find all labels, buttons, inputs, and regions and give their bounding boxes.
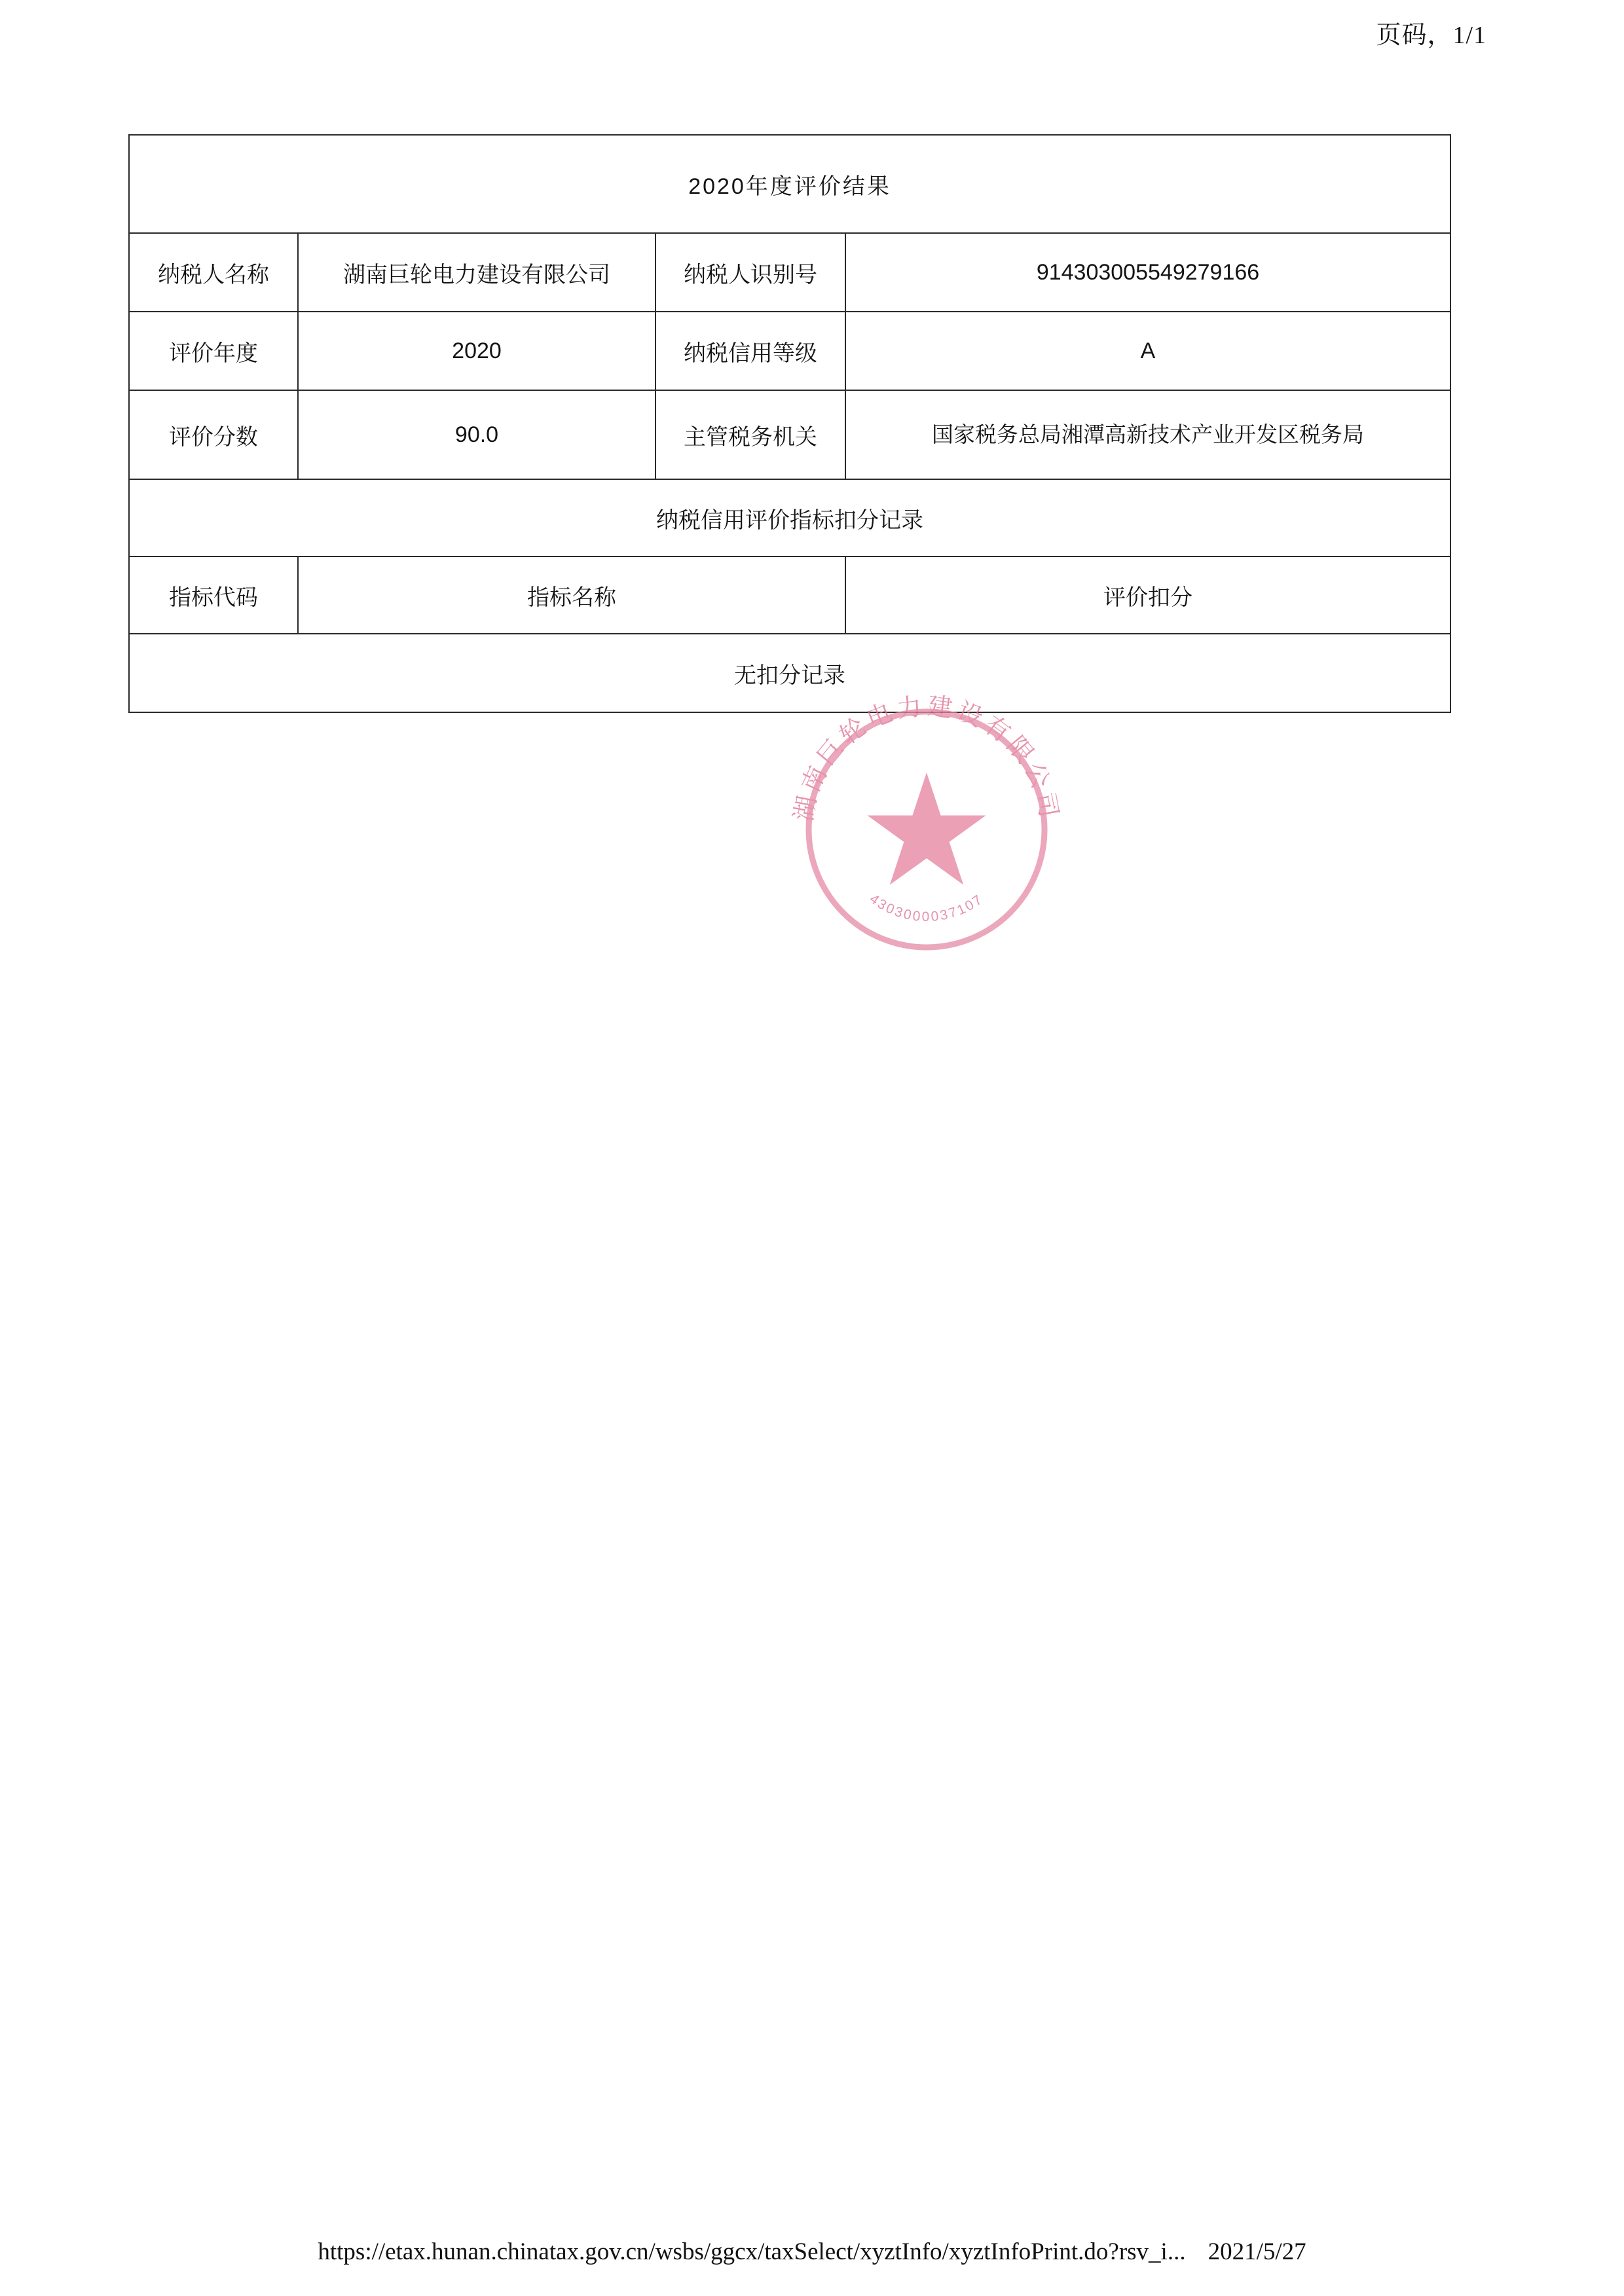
column-header-deduction-score: 评价扣分 [845, 556, 1450, 634]
tax-authority-label: 主管税务机关 [655, 390, 845, 479]
page-number-label: 页码，1/1 [1376, 22, 1486, 49]
evaluation-score-label: 评价分数 [129, 390, 298, 479]
table-row [129, 390, 1450, 479]
taxpayer-name-value: 湖南巨轮电力建设有限公司 [298, 233, 655, 312]
taxpayer-id-label: 纳税人识别号 [655, 233, 845, 312]
taxpayer-name-label: 纳税人名称 [129, 233, 298, 312]
company-seal-stamp [773, 676, 1080, 983]
print-date: 2021/5/27 [1208, 2238, 1306, 2265]
evaluation-result-table [128, 134, 1451, 713]
svg-text:4303000037107: 4303000037107 [866, 891, 987, 924]
document-title: 2020年度评价结果 [129, 135, 1450, 233]
deduction-section-title: 纳税信用评价指标扣分记录 [129, 479, 1450, 556]
evaluation-score-value: 90.0 [298, 390, 655, 479]
table-row [129, 312, 1450, 390]
credit-rating-label: 纳税信用等级 [655, 312, 845, 390]
table-row [129, 634, 1450, 712]
table-title-row [129, 135, 1450, 233]
column-header-indicator-name: 指标名称 [298, 556, 845, 634]
credit-rating-value: A [845, 312, 1450, 390]
no-deduction-record-text: 无扣分记录 [129, 634, 1450, 712]
taxpayer-id-value: 914303005549279166 [845, 233, 1450, 312]
svg-text:湖南巨轮电力建设有限公司: 湖南巨轮电力建设有限公司 [790, 692, 1063, 824]
column-header-row [129, 556, 1450, 634]
section-header-row [129, 479, 1450, 556]
table-row [129, 233, 1450, 312]
column-header-indicator-code: 指标代码 [129, 556, 298, 634]
evaluation-year-label: 评价年度 [129, 312, 298, 390]
footer [0, 2238, 1624, 2266]
tax-authority-value: 国家税务总局湘潭高新技术产业开发区税务局 [845, 390, 1450, 479]
evaluation-year-value: 2020 [298, 312, 655, 390]
source-url: https://etax.hunan.chinatax.gov.cn/wsbs/ggcx/taxSelect/xyztInfo/xyztInfoPrint.do?rsv_i... [318, 2238, 1186, 2265]
